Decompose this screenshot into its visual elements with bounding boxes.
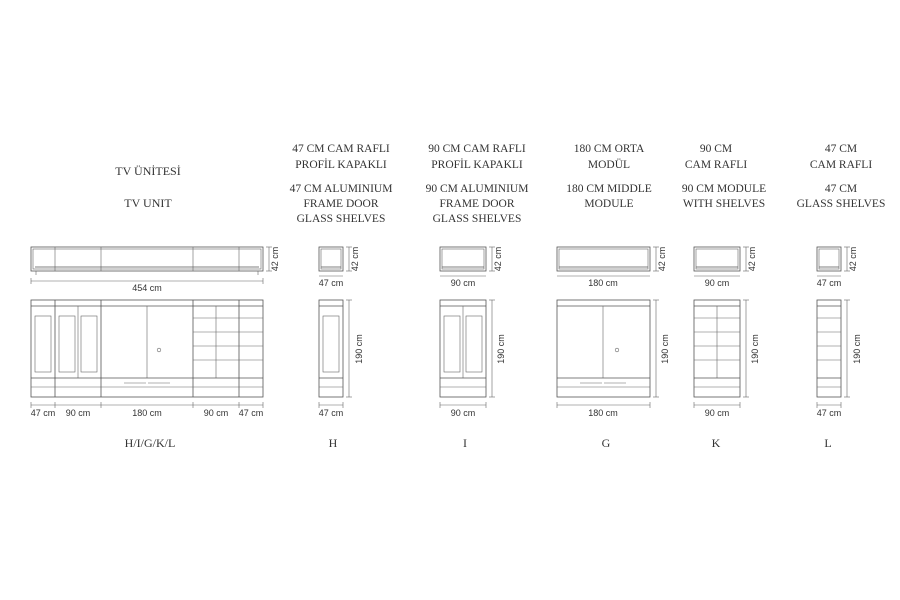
header-tv-unit (115, 164, 180, 210)
module-l-front-view (817, 300, 862, 418)
header-module-h (290, 143, 393, 225)
module-i-width-label: 90 cm (450, 408, 476, 418)
module-h-title-tr-1: 47 CM CAM RAFLI (292, 143, 390, 155)
tv-unit-top-view (31, 247, 280, 293)
module-k-depth-label: 42 cm (747, 246, 757, 272)
module-l-height-label: 190 cm (852, 334, 862, 364)
module-l-top-width-label: 47 cm (816, 278, 842, 288)
module-k-code: K (711, 436, 721, 450)
module-g-code: G (601, 436, 611, 450)
tv-unit-width-l-label: 47 cm (238, 408, 264, 418)
module-h-depth-label: 42 cm (350, 246, 360, 272)
module-l-top-view (817, 247, 858, 288)
module-g-title-en-2: MODULE (584, 198, 634, 210)
module-k-height-label: 190 cm (750, 334, 760, 364)
module-h-title-en-3: GLASS SHELVES (296, 213, 386, 225)
module-l-depth-label: 42 cm (848, 246, 858, 272)
module-g-width-label: 180 cm (588, 408, 618, 418)
module-k-front-view (694, 300, 760, 418)
header-module-l (797, 143, 886, 210)
tv-unit-width-i-label: 90 cm (65, 408, 91, 418)
module-h-title-en-1: 47 CM ALUMINIUM (289, 183, 393, 195)
module-k-title-tr-1: 90 CM (699, 143, 733, 155)
header-module-g (566, 143, 652, 210)
module-g-title-tr-2: MODÜL (587, 159, 631, 171)
module-i-height-label: 190 cm (496, 334, 506, 364)
module-g-title-en-1: 180 CM MIDDLE (566, 183, 652, 195)
tv-unit-top-depth-label: 42 cm (270, 246, 280, 272)
module-k-top-view (694, 247, 757, 288)
tv-unit-total-width-label: 454 cm (132, 283, 162, 293)
module-h-front-view (319, 300, 364, 418)
module-g-title-tr-1: 180 CM ORTA (573, 143, 645, 155)
module-k-title-tr-2: CAM RAFLI (684, 159, 748, 171)
module-h-top-view (319, 247, 360, 288)
tv-unit-width-k-label: 90 cm (203, 408, 229, 418)
module-l-title-en-2: GLASS SHELVES (796, 198, 886, 210)
module-h-width-label: 47 cm (318, 408, 344, 418)
module-h-code: H (328, 436, 338, 450)
module-g-height-label: 190 cm (660, 334, 670, 364)
module-l-title-tr-2: CAM RAFLI (809, 159, 873, 171)
module-i-depth-label: 42 cm (493, 246, 503, 272)
tv-unit-width-h-label: 47 cm (30, 408, 56, 418)
module-g-top-width-label: 180 cm (588, 278, 618, 288)
header-module-k (682, 143, 766, 210)
tv-unit-front-view (31, 300, 264, 418)
module-k-width-label: 90 cm (704, 408, 730, 418)
module-i-front-view (440, 300, 506, 418)
module-i-title-en-1: 90 CM ALUMINIUM (425, 183, 529, 195)
module-h-title-en-2: FRAME DOOR (303, 198, 379, 210)
module-h-title-tr-2: PROFİL KAPAKLI (295, 159, 387, 171)
module-i-title-tr-1: 90 CM CAM RAFLI (428, 143, 526, 155)
module-k-title-en-1: 90 CM MODULE (681, 183, 767, 195)
module-h-height-label: 190 cm (354, 334, 364, 364)
module-i-top-view (440, 247, 503, 288)
module-k-title-en-2: WITH SHELVES (682, 198, 766, 210)
module-l-title-en-1: 47 CM (824, 183, 858, 195)
module-i-title-en-3: GLASS SHELVES (432, 213, 522, 225)
module-h-top-width-label: 47 cm (318, 278, 344, 288)
tv-unit-title-tr: TV ÜNİTESİ (115, 164, 181, 178)
module-i-code: I (463, 436, 467, 450)
module-l-width-label: 47 cm (816, 408, 842, 418)
tv-unit-code: H/I/G/K/L (124, 436, 176, 450)
module-g-depth-label: 42 cm (657, 246, 667, 272)
tv-unit-title-en: TV UNIT (124, 196, 172, 210)
module-i-title-tr-2: PROFİL KAPAKLI (431, 159, 523, 171)
tv-unit-width-g-label: 180 cm (132, 408, 162, 418)
module-l-title-tr-1: 47 CM (824, 143, 858, 155)
module-l-code: L (824, 436, 832, 450)
module-g-top-view (557, 247, 667, 288)
module-g-front-view (557, 300, 670, 418)
module-i-title-en-2: FRAME DOOR (439, 198, 515, 210)
module-k-top-width-label: 90 cm (704, 278, 730, 288)
module-i-top-width-label: 90 cm (450, 278, 476, 288)
header-module-i (426, 143, 529, 225)
